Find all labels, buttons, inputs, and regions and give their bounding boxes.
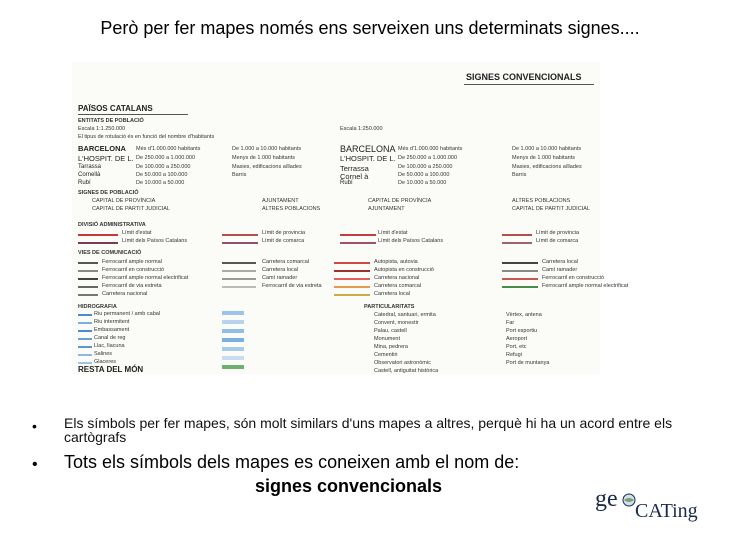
city-label: Tarrassa bbox=[78, 164, 102, 170]
road-label: Carretera local bbox=[262, 267, 299, 273]
water-label: Glaceres bbox=[94, 359, 117, 365]
bullet2-tail: signes convencionals bbox=[255, 476, 443, 496]
pop-class: Més d'1.000.000 habitants bbox=[136, 146, 201, 152]
pop-class: De 10.000 a 50.000 bbox=[398, 180, 447, 186]
city-label: Cornel à bbox=[340, 172, 369, 181]
point-label: Mina, pedrera bbox=[374, 344, 408, 350]
point-label: Refugi bbox=[506, 352, 522, 358]
road-label: Carretera nacional bbox=[102, 291, 148, 297]
pop-class: De 250.000 a 1.000.000 bbox=[398, 155, 458, 161]
water-label: Llac, llacuna bbox=[94, 343, 125, 349]
limit-label: Límit de comarca bbox=[536, 238, 579, 244]
limit-label: Límit de provincia bbox=[262, 230, 306, 236]
map-legend-image bbox=[72, 62, 629, 374]
small-class: Barris bbox=[512, 172, 527, 178]
gecating-logo bbox=[595, 486, 705, 526]
point-label: Port de muntanya bbox=[506, 360, 550, 366]
road-label: Camí ramader bbox=[542, 267, 578, 273]
pop-class: De 50.000 a 100.000 bbox=[398, 172, 450, 178]
road-label: Carretera local bbox=[374, 291, 411, 297]
small-class: De 1.000 a 10.000 habitants bbox=[232, 146, 302, 152]
bullet-marker: • bbox=[32, 418, 37, 434]
capital-label: CAPITAL DE PROVÍNCIA bbox=[92, 198, 156, 204]
capital-label: AJUNTAMENT bbox=[368, 206, 405, 212]
city-label: BARCELONA bbox=[78, 144, 126, 153]
pop-class: De 50.000 a 100.000 bbox=[136, 172, 188, 178]
legend-escala-left: Escala 1:1.250.000 bbox=[78, 126, 126, 132]
capital-label: ALTRES POBLACIONS bbox=[512, 198, 571, 204]
city-label: Cornellà bbox=[78, 172, 101, 178]
point-label: Catedral, santuari, ermita bbox=[374, 312, 436, 318]
legend-divisio: DIVISIÓ ADMINISTRATIVA bbox=[78, 222, 146, 228]
city-label: Rubí bbox=[340, 180, 353, 186]
small-class: Masies, edificacions aïllades bbox=[512, 164, 582, 170]
road-label: Autopista en construcció bbox=[374, 267, 434, 273]
legend-vies: VIES DE COMUNICACIÓ bbox=[78, 250, 142, 256]
road-label: Ferrocarril de via estreta bbox=[102, 283, 162, 289]
limit-label: Límit dels Països Catalans bbox=[122, 238, 188, 244]
point-label: Cementiri bbox=[374, 352, 398, 358]
city-label: BARCELONA bbox=[340, 144, 396, 154]
legend-hidrografia: HIDROGRAFIA bbox=[78, 304, 117, 310]
road-label: Autopista, autovia bbox=[374, 259, 418, 265]
city-label: Rubí bbox=[78, 180, 91, 186]
bullet2-text: Tots els símbols dels mapes es coneixen amb el nom de: bbox=[64, 452, 520, 472]
point-label: Palau, castell bbox=[374, 328, 407, 334]
point-label: Observatori astronòmic bbox=[374, 360, 431, 366]
road-label: Ferrocarril ample normal electrificat bbox=[542, 283, 629, 289]
capital-label: CAPITAL DE PARTIT JUDICIAL bbox=[92, 206, 170, 212]
capital-label: ALTRES POBLACIONS bbox=[262, 206, 321, 212]
road-label: Carretera comarcal bbox=[374, 283, 422, 289]
legend-header: SIGNES CONVENCIONALS bbox=[466, 72, 582, 82]
city-label: L'HOSPIT. DE L. bbox=[78, 154, 134, 163]
city-label: Terrassa bbox=[340, 164, 369, 173]
legend-particularitats: PARTICULARITATS bbox=[364, 304, 415, 310]
water-label: Salines bbox=[94, 351, 113, 357]
road-label: Ferrocarril en construcció bbox=[102, 267, 165, 273]
water-label: Riu intermitent bbox=[94, 319, 130, 325]
legend-section-paisos: PAÏSOS CATALANS bbox=[78, 104, 153, 113]
pop-class: De 250.000 a 1.000.000 bbox=[136, 155, 196, 161]
small-class: Masies, edificacions aïllades bbox=[232, 164, 302, 170]
limit-label: Límit de comarca bbox=[262, 238, 305, 244]
pop-class: De 100.000 a 250.000 bbox=[136, 164, 191, 170]
legend-signes-poblacio: SIGNES DE POBLACIÓ bbox=[78, 190, 139, 196]
road-label: Carretera comarcal bbox=[262, 259, 310, 265]
legend-footer: RESTA DEL MÓN bbox=[78, 365, 144, 374]
point-label: Port, etc bbox=[506, 344, 527, 350]
small-class: De 1.000 a 10.000 habitants bbox=[512, 146, 582, 152]
legend-entitats: ENTITATS DE POBLACIÓ bbox=[78, 118, 144, 124]
legend-escala-right: Escala 1:250.000 bbox=[340, 126, 383, 132]
point-label: Castell, antiguitat històrica bbox=[374, 368, 439, 374]
road-label: Carretera local bbox=[542, 259, 579, 265]
road-label: Ferrocarril ample normal electrificat bbox=[102, 275, 189, 281]
legend-tipus: El tipus de rotulació és en funció del nombre d'habitants bbox=[78, 134, 215, 140]
point-label: Far bbox=[506, 320, 515, 326]
water-label: Canal de reg bbox=[94, 335, 126, 341]
point-label: Vèrtex, antena bbox=[506, 312, 542, 318]
limit-label: Límit de provincia bbox=[536, 230, 580, 236]
capital-label: CAPITAL DE PROVÍNCIA bbox=[368, 198, 432, 204]
limit-label: Límit d'estat bbox=[122, 230, 152, 236]
road-label: Ferrocarril en construcció bbox=[542, 275, 605, 281]
logo-text-b: CATing bbox=[635, 500, 698, 522]
pop-class: De 10.000 a 50.000 bbox=[136, 180, 185, 186]
water-label: Riu permanent / amb cabal bbox=[94, 311, 161, 317]
city-label: L'HOSPIT. DE L. bbox=[340, 154, 396, 163]
point-label: Convent, monestir bbox=[374, 320, 419, 326]
bullet1-text: Els símbols per fer mapes, són molt similars d'uns mapes a altres, perquè hi ha un acord entre els cartògrafs bbox=[64, 415, 673, 445]
pop-class: Més d'1.000.000 habitants bbox=[398, 146, 463, 152]
limit-label: Límit dels Països Catalans bbox=[378, 238, 444, 244]
water-label: Embassament bbox=[94, 327, 130, 333]
slide-title: Però per fer mapes només ens serveixen uns determinats signes.... bbox=[100, 18, 640, 38]
road-label: Ferrocarril ample normal bbox=[102, 259, 162, 265]
small-class: Menys de 1.000 habitants bbox=[232, 155, 295, 161]
capital-label: CAPITAL DE PARTIT JUDICIAL bbox=[512, 206, 590, 212]
small-class: Menys de 1.000 habitants bbox=[512, 155, 575, 161]
point-label: Aeroport bbox=[506, 336, 528, 342]
road-label: Carretera nacional bbox=[374, 275, 420, 281]
point-label: Monument bbox=[374, 336, 400, 342]
point-label: Port esportiu bbox=[506, 328, 538, 334]
road-label: Ferrocarril de via estreta bbox=[262, 283, 322, 289]
small-class: Barris bbox=[232, 172, 247, 178]
road-label: Camí ramader bbox=[262, 275, 298, 281]
limit-label: Límit d'estat bbox=[378, 230, 408, 236]
capital-label: AJUNTAMENT bbox=[262, 198, 299, 204]
pop-class: De 100.000 a 250.000 bbox=[398, 164, 453, 170]
bullet-marker: • bbox=[32, 456, 38, 473]
logo-text-a: ge bbox=[595, 486, 618, 512]
